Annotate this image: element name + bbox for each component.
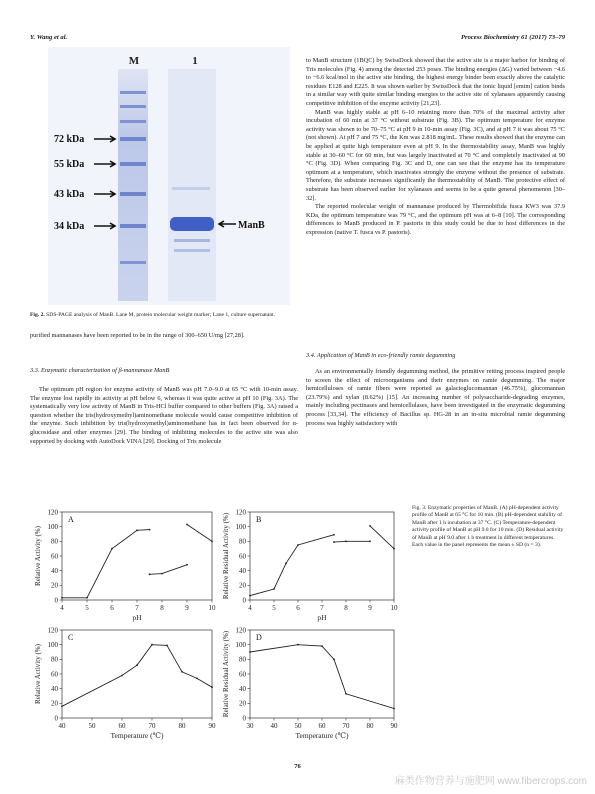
- data-point: [151, 644, 153, 646]
- y-tick-label: 120: [235, 626, 246, 635]
- data-point: [136, 664, 138, 666]
- series-line: [370, 526, 394, 549]
- data-point: [345, 540, 347, 542]
- paragraph: The reported molecular weight of mannanase produced by Thermobifida fusca KW3 was 37.9 KDa, the optimum temperature was 79 °C, and the optimum pH was at 6–8 [10]. The corresponding differences to ManB produced in P. pastoris in this study could be due to host differences in the expression (native T. fusca vs P. pastoris).: [306, 203, 565, 236]
- x-tick-label: 40: [270, 722, 278, 730]
- marker-label-34: 34 kDa: [54, 221, 85, 232]
- plot-frame: [62, 630, 212, 718]
- series-line: [250, 535, 334, 596]
- panel-letter: B: [256, 515, 262, 524]
- y-tick-label: 60: [239, 552, 246, 561]
- y-tick-label: 40: [51, 685, 58, 694]
- y-tick-label: 80: [51, 655, 58, 664]
- lane-label-m: M: [128, 55, 140, 67]
- y-tick-label: 20: [239, 581, 246, 590]
- data-point: [297, 544, 299, 546]
- data-point: [369, 525, 371, 527]
- paragraph: to ManB structure (1BQC) by SwissDock showed that the active site is a major harbor for binding of Tris molecules (Fig. 4) among the detected 253 poses. The binding energies (ΔG) varied between −4.6 to −6.6 kcal/mol in the active site binding, the highest energy binder been exactly above the catalytic residues E128 and E225. It was shown earlier by SwissDock that the ionic liquid [emim] cation binds in a similar way with quite similar binding energies to the active site of xylanases apparently causing competitive inhibition of the enzyme activity [21,23].: [306, 57, 565, 107]
- data-point: [273, 588, 275, 590]
- chart-panel-b: [222, 508, 398, 622]
- paragraph: purified mannanases have been reported to be in the range of 300–650 U/mg [27,28].: [30, 332, 245, 339]
- y-tick-label: 80: [239, 655, 246, 664]
- series-line: [62, 530, 150, 598]
- x-tick-label: 7: [135, 604, 139, 612]
- running-header-journal: Process Biochemistry 61 (2017) 73–79: [460, 34, 565, 41]
- x-axis-label: pH: [132, 613, 142, 622]
- x-tick-label: 4: [248, 604, 252, 612]
- plot-frame: [250, 630, 394, 718]
- marker-band-43: [120, 192, 146, 196]
- lane-label-1: 1: [192, 55, 198, 67]
- data-point: [249, 651, 251, 653]
- marker-lane: [118, 69, 148, 301]
- right-column-body: [306, 368, 565, 428]
- running-header-authors: Y. Wang et al.: [30, 34, 68, 41]
- marker-band-34: [120, 224, 146, 228]
- x-tick-label: 10: [208, 604, 216, 612]
- data-point: [297, 644, 299, 646]
- data-point: [393, 708, 395, 710]
- data-point: [285, 562, 287, 564]
- page-number: 76: [294, 763, 301, 770]
- data-point: [333, 534, 335, 536]
- left-column: [30, 332, 298, 341]
- x-tick-label: 10: [390, 604, 398, 612]
- y-axis-label: Relative Activity (%): [34, 644, 42, 704]
- section-heading-3-4: 3.4. Application of ManB in eco-friendly ramie degumming: [306, 352, 456, 359]
- chart-panel-c: [34, 626, 216, 740]
- y-tick-label: 100: [235, 641, 246, 650]
- sample-lane: [168, 69, 216, 301]
- x-tick-label: 80: [178, 722, 186, 730]
- x-axis-label: Temperature (℃): [110, 731, 164, 740]
- y-tick-label: 0: [242, 596, 246, 605]
- data-point: [186, 524, 188, 526]
- chart-panel-d: [222, 626, 398, 740]
- x-tick-label: 8: [160, 604, 164, 612]
- data-point: [61, 705, 63, 707]
- marker-band: [120, 105, 146, 108]
- data-point: [149, 529, 151, 531]
- data-point: [369, 540, 371, 542]
- x-tick-label: 6: [110, 604, 114, 612]
- data-point: [211, 686, 213, 688]
- marker-band: [120, 91, 146, 94]
- chart-panel-a: [34, 508, 216, 622]
- x-tick-label: 5: [85, 604, 89, 612]
- y-tick-label: 80: [51, 537, 58, 546]
- data-point: [86, 597, 88, 599]
- series-line: [150, 565, 188, 575]
- marker-band: [120, 120, 146, 123]
- data-point: [249, 595, 251, 597]
- x-axis-label: Temperature (℃): [295, 731, 349, 740]
- x-tick-label: 90: [208, 722, 216, 730]
- y-tick-label: 120: [235, 508, 246, 517]
- manb-band: [170, 217, 214, 231]
- fig2-caption-text: SDS-PAGE analysis of ManB. Lane M, protein molecular weight marker; Lane 1, culture supernatant.: [44, 312, 276, 318]
- y-axis-label: Relative Residual Activity (%): [222, 630, 230, 718]
- panel-letter: C: [68, 633, 74, 642]
- data-point: [161, 573, 163, 575]
- x-tick-label: 50: [88, 722, 96, 730]
- data-point: [345, 693, 347, 695]
- data-point: [333, 541, 335, 543]
- x-axis-label: pH: [317, 613, 327, 622]
- x-tick-label: 6: [296, 604, 300, 612]
- data-point: [186, 564, 188, 566]
- fig3-charts: [14, 500, 414, 750]
- marker-band-72: [120, 137, 146, 141]
- series-line: [62, 645, 212, 707]
- data-point: [211, 540, 213, 542]
- y-tick-label: 100: [235, 523, 246, 532]
- y-axis-label: Relative Residual Activity (%): [222, 512, 230, 600]
- y-tick-label: 60: [51, 670, 58, 679]
- fig2-caption-label: Fig. 2.: [30, 312, 45, 318]
- manb-band-label: ManB: [238, 220, 265, 231]
- y-tick-label: 0: [54, 596, 58, 605]
- y-tick-label: 100: [47, 641, 58, 650]
- paragraph: The optimum pH region for enzyme activity of ManB was pH 7.0–9.0 at 65 °C with 10-min assay. The enzyme lost rapidly its activity at pH below 6, whereas it was quite active at pH 10 (Fig. 3A). The systematically very low activity of ManB in Tris-HCl buffer compared to other buffers (Fig. 3A) raised a question whether the tris(hydroxymethyl)aminomethane molecule would cause competitive inhibition of the enzyme. Such inhibition by tris(hydroxymethyl)aminomethane has in fact been observed for α-glucosidase and other enzymes [29]. The binding of inhibiting molecules to the active site was also supported by docking with AutoDock VINA [29]. Docking of Tris molecule: [30, 386, 298, 445]
- data-point: [111, 548, 113, 550]
- x-tick-label: 9: [185, 604, 189, 612]
- data-point: [61, 597, 63, 599]
- fig3-caption: Fig. 3. Enzymatic properties of ManB. (A) pH-dependent activity profile of ManB at 65 °C for 10 min. (B) pH-dependent stability of ManB after 1 h incubation at 37 °C. (C) Temperature-dependent activity profile of ManB at pH 9.0 for 10 min. (D) Residual activity of ManB at pH 9.0 after 1 h treatment in different temperatures. Each value in the panel represents the mean ± SD (n = 3).: [412, 505, 564, 549]
- data-point: [321, 645, 323, 647]
- marker-label-55: 55 kDa: [54, 159, 85, 170]
- right-column: [306, 57, 565, 237]
- faint-band: [174, 239, 210, 242]
- x-tick-label: 4: [60, 604, 64, 612]
- watermark: 麻类作物营养与施肥网 www.fibercrops.com: [394, 776, 587, 787]
- section-heading-3-3: 3.3. Enzymatic characterization of β-mannanase ManB: [30, 367, 170, 374]
- left-column-body: [30, 386, 298, 446]
- y-tick-label: 100: [47, 523, 58, 532]
- series-line: [250, 645, 394, 709]
- fig2-caption: [30, 312, 298, 319]
- marker-band: [120, 261, 146, 264]
- y-tick-label: 0: [242, 714, 246, 723]
- x-tick-label: 40: [58, 722, 66, 730]
- paragraph: ManB was highly stable at pH 6–10 retaining more than 70% of the maximal activity after incubation of 60 min at 37 °C without substrate (Fig. 3B). The optimum temperature for enzyme activity was shown to be 70–75 °C at pH 9 in 10-min assay (Fig. 3C), and at pH 7 it was about 75 °C (not shown). At pH 7 and 75 °C, the Km was 2.818 mg/mL. These results showed that the enzyme can be applied at quite high temperature even at pH 9. In the thermostability assay, ManB was highly stable at 30–60 °C for 60 min, but was largely inactivated at 70 °C and completely inactivated at 90 °C (Fig. 3D). When comparing Fig. 3C and D, one can see that the enzyme has its temperature optimum at a temperature, which inactivates strongly the enzyme without the presence of substrate. Therefore, the substrate increases significantly the thermostability of ManB. The protective effect of substrate has been observed earlier for xylanases and seems to be a quite general phenomenon [30–32].: [306, 108, 565, 202]
- y-tick-label: 40: [239, 567, 246, 576]
- x-tick-label: 30: [246, 722, 254, 730]
- y-tick-label: 60: [51, 552, 58, 561]
- data-point: [333, 658, 335, 660]
- data-point: [181, 671, 183, 673]
- x-tick-label: 80: [366, 722, 374, 730]
- data-point: [149, 573, 151, 575]
- data-point: [136, 529, 138, 531]
- y-tick-label: 120: [47, 626, 58, 635]
- x-tick-label: 7: [320, 604, 324, 612]
- y-tick-label: 120: [47, 508, 58, 517]
- y-tick-label: 20: [51, 699, 58, 708]
- x-tick-label: 70: [342, 722, 350, 730]
- y-tick-label: 20: [239, 699, 246, 708]
- series-line: [187, 525, 212, 542]
- panel-letter: D: [256, 633, 262, 642]
- gel-svg: [48, 47, 290, 305]
- y-tick-label: 20: [51, 581, 58, 590]
- x-tick-label: 5: [272, 604, 276, 612]
- marker-label-72: 72 kDa: [54, 134, 85, 145]
- y-axis-label: Relative Activity (%): [34, 526, 42, 586]
- series-line: [334, 541, 370, 542]
- data-point: [166, 645, 168, 647]
- faint-band: [174, 249, 210, 252]
- data-point: [393, 548, 395, 550]
- x-tick-label: 9: [368, 604, 372, 612]
- y-tick-label: 60: [239, 670, 246, 679]
- plot-frame: [62, 512, 212, 600]
- x-tick-label: 60: [118, 722, 126, 730]
- y-tick-label: 80: [239, 537, 246, 546]
- x-tick-label: 8: [344, 604, 348, 612]
- marker-band-55: [120, 162, 146, 166]
- plot-frame: [250, 512, 394, 600]
- y-tick-label: 0: [54, 714, 58, 723]
- y-tick-label: 40: [51, 567, 58, 576]
- data-point: [121, 675, 123, 677]
- panel-letter: A: [68, 515, 74, 524]
- sds-page-gel-figure: [48, 47, 290, 305]
- x-tick-label: 60: [318, 722, 326, 730]
- paragraph: As an environmentally friendly degumming method, the primitive retting process inspired people to screen the effect of microorganisms and their enzymes on ramie degumming. The major hemicelluloses of ramie fibers were reported as galactoglucomannan (46.75%), glucomannan (23.79%) and xylan (8.62%) [15]. An increasing number of polysaccharide-degrading enzymes, mainly including pectinases and hemicellulases, have been investigated in the enzymatic degumming process [33,34]. The efficiency of Bacillus sp. HG-28 in an in-situ microbial ramie degumming process was highly satisfactory with: [306, 368, 565, 427]
- data-point: [196, 678, 198, 680]
- x-tick-label: 70: [148, 722, 156, 730]
- x-tick-label: 50: [294, 722, 302, 730]
- y-tick-label: 40: [239, 685, 246, 694]
- x-tick-label: 90: [390, 722, 398, 730]
- faint-band: [172, 187, 210, 190]
- marker-label-43: 43 kDa: [54, 189, 85, 200]
